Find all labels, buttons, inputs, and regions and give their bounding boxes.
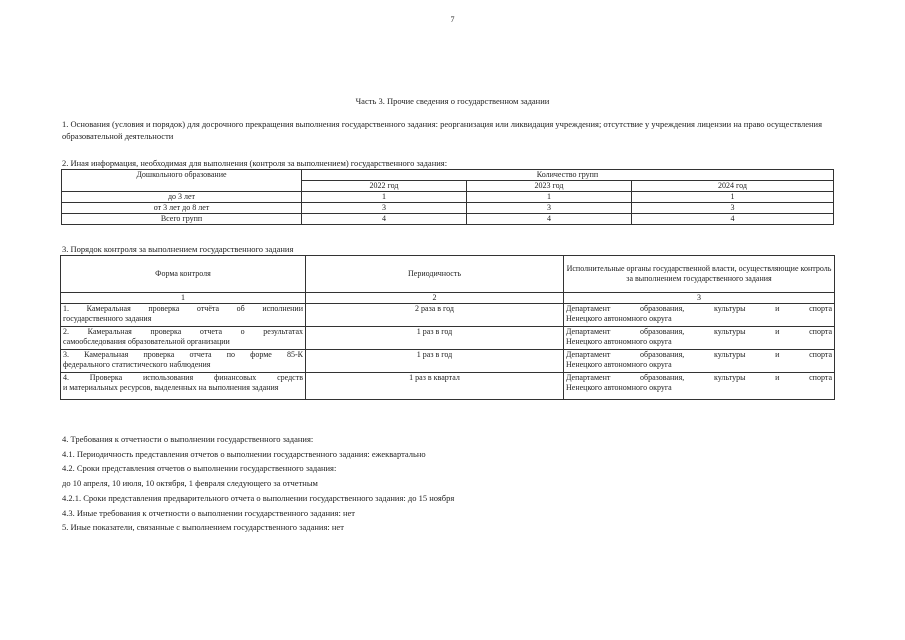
section-2-heading: 2. Иная информация, необходимая для выполнения (контроля за выполнением) государственного задания:: [62, 158, 448, 168]
periodicity: 2 раза в год: [306, 304, 564, 327]
page-number: 7: [450, 15, 455, 24]
control-form-header: Форма контроля: [61, 256, 306, 293]
control-form: 2. Камеральная проверка отчета о результатах: [63, 327, 303, 336]
requirements-line: 4.1. Периодичность представления отчетов о выполнении государственного задания: ежеквартально: [62, 448, 426, 459]
col-number: 3: [564, 293, 835, 304]
groups-table-group-header: Количество групп: [302, 170, 834, 181]
authority: Департамент образования, культуры и спорта: [566, 350, 832, 359]
section-4-requirements: [62, 432, 454, 535]
control-form: 4. Проверка использования финансовых средств: [63, 373, 303, 382]
requirements-line: 4.3. Иные требования к отчетности о выполнении государственного задания: нет: [62, 507, 355, 518]
table-row: [62, 203, 834, 214]
row-label: Всего групп: [62, 214, 302, 225]
section-3-heading: 3. Порядок контроля за выполнением государственного задания: [62, 244, 294, 254]
control-form-cont: самообследования образовательной организации: [63, 337, 230, 346]
cell-value: 1: [632, 192, 834, 203]
control-form-cont: федерального статистического наблюдения: [63, 360, 211, 369]
table-row: [61, 350, 835, 373]
authority-cont: Ненецкого автономного округа: [566, 314, 672, 323]
cell-value: 4: [467, 214, 632, 225]
control-table: [60, 255, 835, 400]
authority: Департамент образования, культуры и спорта: [566, 327, 832, 336]
section-1-text: 1. Основания (условия и порядок) для досрочного прекращения выполнения государственного задания: реорганизация или ликвидация учреждения; отсутствие у учреждения лицензии на право осуществления образовательной деятельности: [62, 119, 822, 142]
year-2023: 2023 год: [467, 181, 632, 192]
row-label: от 3 лет до 8 лет: [62, 203, 302, 214]
row-label: до 3 лет: [62, 192, 302, 203]
year-2024: 2024 год: [632, 181, 834, 192]
col-number: 2: [306, 293, 564, 304]
authority-cont: Ненецкого автономного округа: [566, 383, 672, 392]
table-row: [62, 214, 834, 225]
table-row: [61, 373, 835, 400]
year-2022: 2022 год: [302, 181, 467, 192]
part-title: Часть 3. Прочие сведения о государственном задании: [355, 96, 550, 106]
authority-cont: Ненецкого автономного округа: [566, 360, 672, 369]
table-row: [62, 192, 834, 203]
cell-value: 4: [302, 214, 467, 225]
cell-value: 4: [632, 214, 834, 225]
cell-value: 3: [467, 203, 632, 214]
authority-cont: Ненецкого автономного округа: [566, 337, 672, 346]
authority: Департамент образования, культуры и спорта: [566, 304, 832, 313]
requirements-line: 4. Требования к отчетности о выполнении государственного задания:: [62, 434, 314, 444]
periodicity: 1 раз в год: [306, 350, 564, 373]
requirements-line: 4.2.1. Сроки представления предварительного отчета о выполнении государственного задания: до 15 ноября: [62, 492, 455, 503]
control-form-cont: и материальных ресурсов, выделенных на выполнения задания: [63, 383, 279, 392]
authority-header: Исполнительные органы государственной власти, осуществляющие контроль за выполнением государственного задания: [564, 256, 835, 293]
table-row: [61, 304, 835, 327]
periodicity-header: Периодичность: [306, 256, 564, 293]
control-form: 3. Камеральная проверка отчета по форме 85-К: [63, 350, 303, 359]
col-number: 1: [61, 293, 306, 304]
cell-value: 1: [302, 192, 467, 203]
cell-value: 1: [467, 192, 632, 203]
table-row: [61, 327, 835, 350]
groups-table: [61, 169, 834, 225]
control-form: 1. Камеральная проверка отчёта об исполнении: [63, 304, 303, 313]
authority: Департамент образования, культуры и спорта: [566, 373, 832, 382]
control-form-cont: государственного задания: [63, 314, 152, 323]
cell-value: 3: [302, 203, 467, 214]
periodicity: 1 раз в год: [306, 327, 564, 350]
requirements-line: 5. Иные показатели, связанные с выполнением государственного задания: нет: [62, 522, 344, 533]
requirements-line: до 10 апреля, 10 июля, 10 октября, 1 февраля следующего за отчетным: [62, 478, 318, 489]
requirements-line: 4.2. Сроки представления отчетов о выполнении государственного задания:: [62, 463, 337, 474]
groups-table-col-header: Дошкольного образование: [62, 170, 302, 192]
cell-value: 3: [632, 203, 834, 214]
periodicity: 1 раз в квартал: [306, 373, 564, 400]
